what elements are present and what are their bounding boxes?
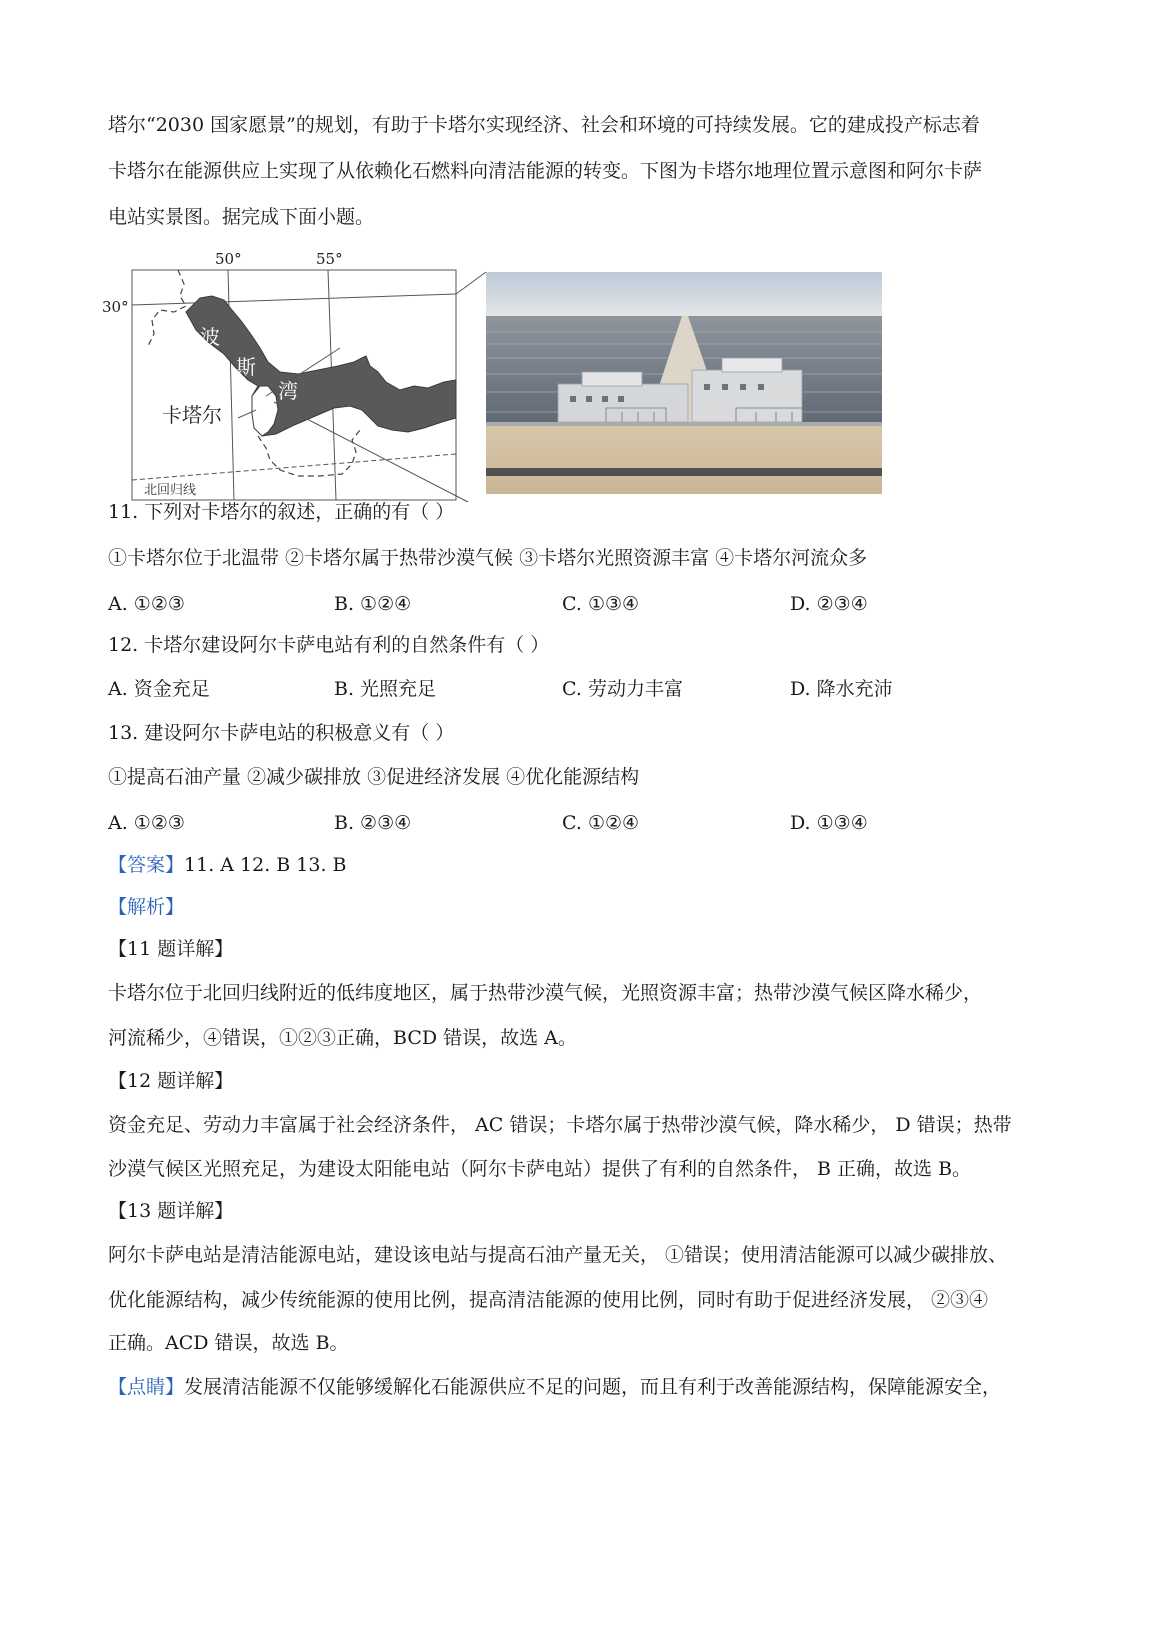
- q13-analysis-p3: 正确。ACD 错误，故选 B。: [108, 1332, 349, 1354]
- q11-option-c: C. ①③④: [562, 593, 640, 615]
- q13-analysis-p2: 优化能源结构，减少传统能源的使用比例，提高清洁能源的使用比例，同时有助于促进经济发展， ②③④: [108, 1289, 989, 1311]
- q12-stem: 12. 卡塔尔建设阿尔卡萨电站有利的自然条件有（ ）: [108, 634, 550, 656]
- gulf-label-1: 波: [200, 325, 220, 349]
- q13-analysis-heading: 【13 题详解】: [108, 1200, 234, 1222]
- lat-30-label: 30°: [102, 298, 129, 316]
- tip-text: 发展清洁能源不仅能够缓解化石能源供应不足的问题，而且有利于改善能源结构，保障能源安全，: [184, 1376, 1002, 1398]
- q11-statements: ①卡塔尔位于北温带 ②卡塔尔属于热带沙漠气候 ③卡塔尔光照资源丰富 ④卡塔尔河流众多: [108, 547, 868, 569]
- al-kharsaah-station-photo: [486, 272, 882, 494]
- q11-option-b: B. ①②④: [334, 593, 412, 615]
- q13-option-a: A. ①②③: [108, 812, 185, 834]
- q12-analysis-p1: 资金充足、劳动力丰富属于社会经济条件， AC 错误；卡塔尔属于热带沙漠气候，降水稀少， D 错误；热带: [108, 1114, 1012, 1136]
- analysis-label: 【解析】: [108, 896, 185, 918]
- q11-analysis-p1: 卡塔尔位于北回归线附近的低纬度地区，属于热带沙漠气候，光照资源丰富；热带沙漠气候区降水稀少，: [108, 982, 983, 1004]
- q13-option-d: D. ①③④: [790, 812, 868, 834]
- q11-stem: 11. 下列对卡塔尔的叙述，正确的有（ ）: [108, 501, 455, 523]
- tropic-label: 北回归线: [144, 483, 197, 498]
- gulf-label-2: 斯: [236, 355, 256, 379]
- q11-analysis-p2: 河流稀少，④错误，①②③正确，BCD 错误，故选 A。: [108, 1027, 577, 1049]
- q13-stem: 13. 建设阿尔卡萨电站的积极意义有（ ）: [108, 722, 455, 744]
- q12-option-c: C. 劳动力丰富: [562, 678, 683, 700]
- lon-55-label: 55°: [316, 250, 343, 268]
- q13-analysis-p1: 阿尔卡萨电站是清洁能源电站，建设该电站与提高石油产量无关， ①错误；使用清洁能源可以减少碳排放、: [108, 1244, 1008, 1266]
- q13-option-c: C. ①②④: [562, 812, 640, 834]
- answer-label: 【答案】: [108, 854, 185, 876]
- q12-option-b: B. 光照充足: [334, 678, 437, 700]
- q12-option-d: D. 降水充沛: [790, 678, 893, 700]
- qatar-label: 卡塔尔: [162, 403, 222, 427]
- qatar-location-map: [102, 250, 468, 502]
- q12-option-a: A. 资金充足: [108, 678, 210, 700]
- q12-analysis-p2: 沙漠气候区光照充足，为建设太阳能电站（阿尔卡萨电站）提供了有利的自然条件， B 正确，故选 B。: [108, 1158, 972, 1180]
- q13-statements: ①提高石油产量 ②减少碳排放 ③促进经济发展 ④优化能源结构: [108, 766, 640, 788]
- tip-line: [108, 1374, 1001, 1400]
- q11-option-d: D. ②③④: [790, 593, 868, 615]
- q12-analysis-heading: 【12 题详解】: [108, 1070, 234, 1092]
- q13-option-b: B. ②③④: [334, 812, 412, 834]
- answer-line: [108, 852, 347, 878]
- lon-50-label: 50°: [215, 250, 242, 268]
- gulf-label-3: 湾: [278, 379, 298, 403]
- intro-line-2: 卡塔尔在能源供应上实现了从依赖化石燃料向清洁能源的转变。下图为卡塔尔地理位置示意图和阿尔卡萨: [108, 160, 983, 182]
- q11-analysis-heading: 【11 题详解】: [108, 938, 234, 960]
- answer-text: 11. A 12. B 13. B: [184, 854, 347, 876]
- q11-option-a: A. ①②③: [108, 593, 185, 615]
- intro-line-3: 电站实景图。据完成下面小题。: [108, 206, 375, 228]
- tip-label: 【点睛】: [108, 1376, 185, 1398]
- intro-line-1: 塔尔“2030 国家愿景”的规划，有助于卡塔尔实现经济、社会和环境的可持续发展。它的建成投产标志着: [108, 114, 980, 136]
